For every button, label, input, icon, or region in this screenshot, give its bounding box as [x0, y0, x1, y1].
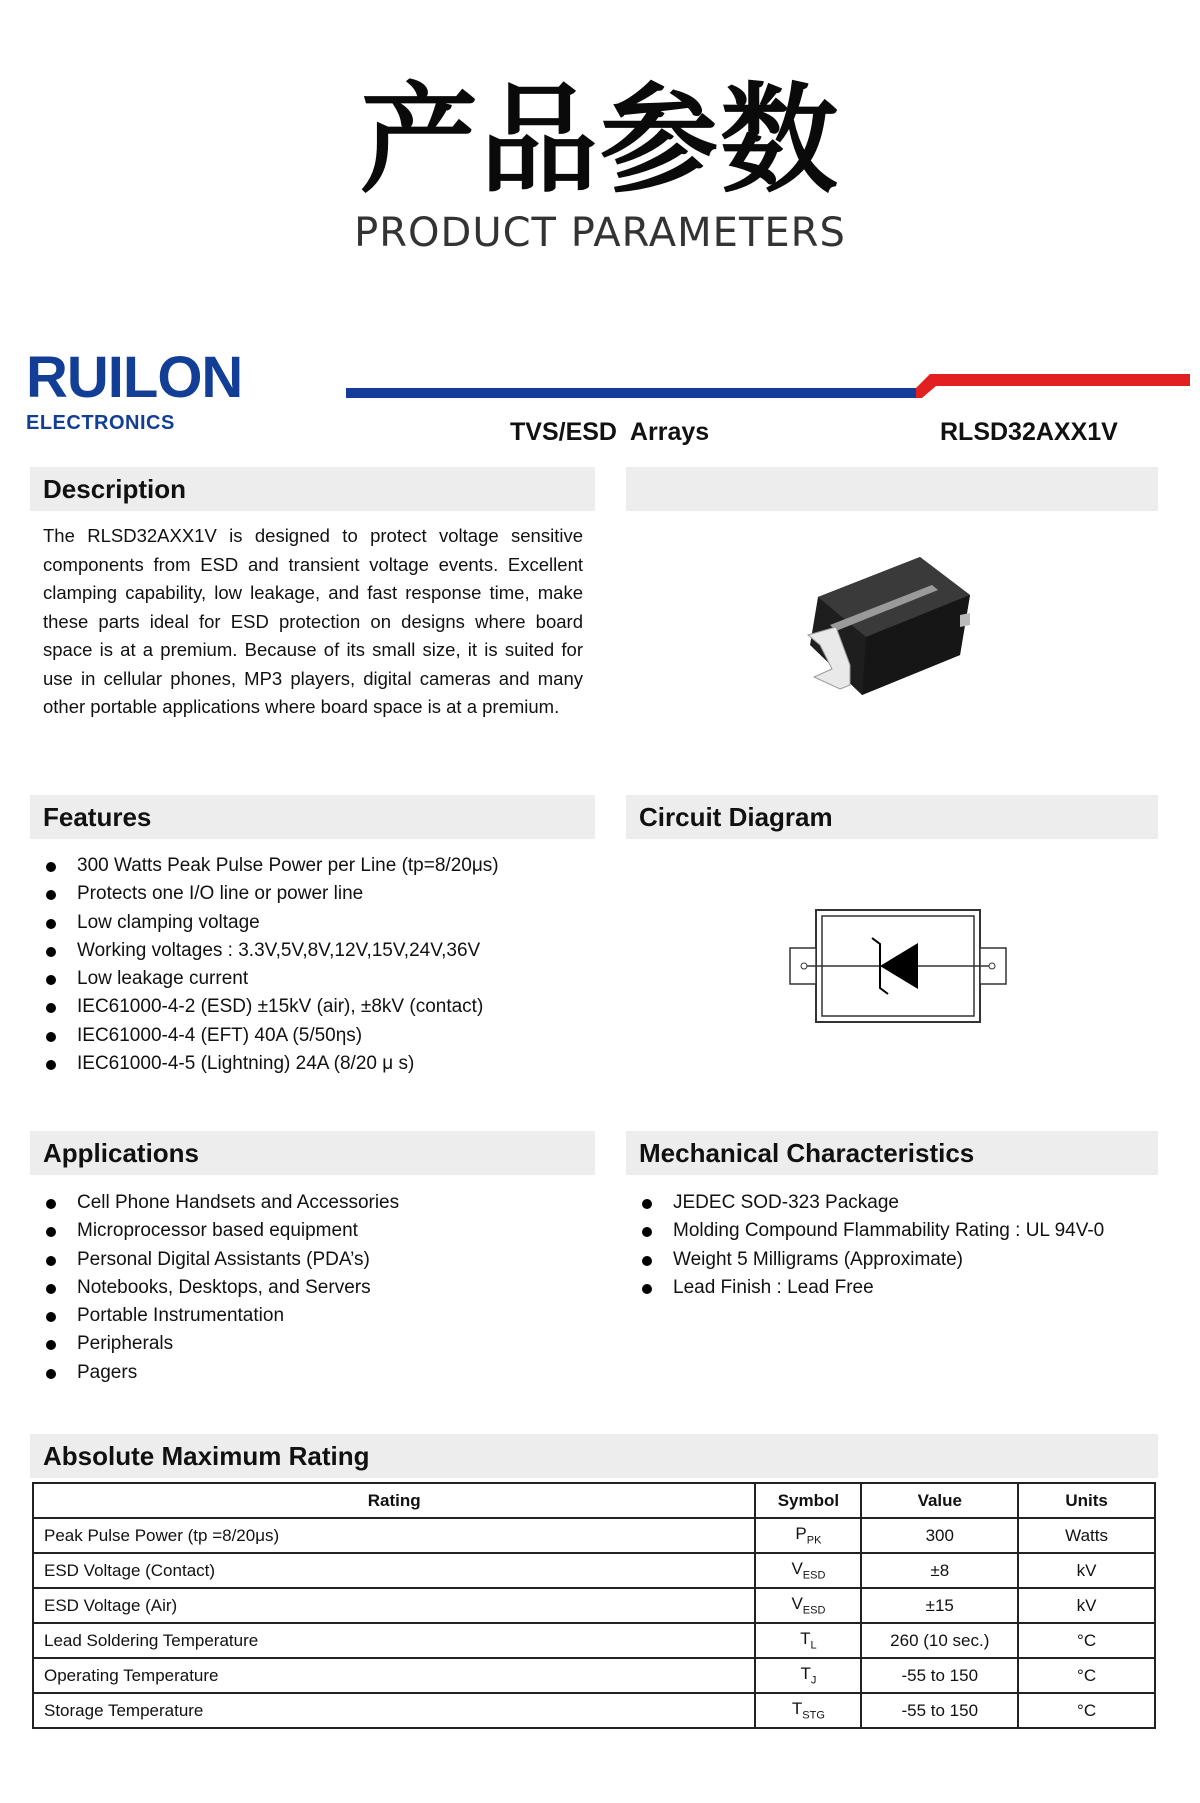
brand-logo — [26, 345, 243, 435]
list-item: Low clamping voltage — [44, 909, 499, 937]
rating-cell: ESD Voltage (Contact) — [33, 1553, 755, 1588]
units-cell: kV — [1018, 1588, 1155, 1623]
page-title-english: PRODUCT PARAMETERS — [354, 210, 846, 256]
list-item: Lead Finish : Lead Free — [640, 1274, 1104, 1302]
amr-table — [32, 1482, 1156, 1729]
list-item: Notebooks, Desktops, and Servers — [44, 1274, 399, 1302]
units-cell: Watts — [1018, 1518, 1155, 1553]
features-heading: Features — [30, 795, 595, 839]
column-header-symbol: Symbol — [755, 1483, 861, 1518]
rating-cell: Storage Temperature — [33, 1693, 755, 1728]
rating-cell: Operating Temperature — [33, 1658, 755, 1693]
value-cell: ±15 — [861, 1588, 1018, 1623]
list-item: Molding Compound Flammability Rating : UL 94V-0 — [640, 1217, 1104, 1245]
table-row — [33, 1693, 1155, 1728]
header-rule-red — [930, 374, 1190, 386]
document-type: TVS/ESD Arrays — [510, 418, 710, 446]
symbol-cell: $T_L$ — [755, 1623, 861, 1658]
column-header-value: Value — [861, 1483, 1018, 1518]
symbol-cell: $V_{ESD}$ — [755, 1588, 861, 1623]
symbol-cell: $P_{PK}$ — [755, 1518, 861, 1553]
brand-subtitle: ELECTRONICS — [26, 412, 175, 434]
amr-heading: Absolute Maximum Rating — [30, 1434, 1158, 1478]
list-item: IEC61000-4-2 (ESD) ±15kV (air), ±8kV (contact) — [44, 993, 499, 1021]
table-row — [33, 1623, 1155, 1658]
value-cell: 260 (10 sec.) — [861, 1623, 1018, 1658]
header-rule-blue — [346, 388, 916, 398]
table-row — [33, 1588, 1155, 1623]
applications-heading: Applications — [30, 1131, 595, 1175]
rating-cell: Peak Pulse Power (tp =8/20μs) — [33, 1518, 755, 1553]
features-list — [44, 852, 499, 1078]
list-item: Portable Instrumentation — [44, 1302, 399, 1330]
circuit-heading: Circuit Diagram — [626, 795, 1158, 839]
symbol-cell: $T_J$ — [755, 1658, 861, 1693]
brand-name: RUILON — [26, 345, 243, 410]
units-cell: °C — [1018, 1693, 1155, 1728]
list-item: Protects one I/O line or power line — [44, 880, 499, 908]
image-heading — [626, 467, 1158, 511]
mechanical-list — [640, 1189, 1104, 1302]
list-item: Peripherals — [44, 1330, 399, 1358]
list-item: Personal Digital Assistants (PDA’s) — [44, 1246, 399, 1274]
page-title-chinese: 产品参数 — [359, 71, 840, 209]
table-header-row — [33, 1483, 1155, 1518]
table-row — [33, 1658, 1155, 1693]
circuit-diagram — [788, 908, 1008, 1028]
symbol-cell: $T_{STG}$ — [755, 1693, 861, 1728]
value-cell: ±8 — [861, 1553, 1018, 1588]
units-cell: °C — [1018, 1623, 1155, 1658]
value-cell: -55 to 150 — [861, 1693, 1018, 1728]
list-item: Weight 5 Milligrams (Approximate) — [640, 1246, 1104, 1274]
list-item: Microprocessor based equipment — [44, 1217, 399, 1245]
list-item: Pagers — [44, 1359, 399, 1387]
list-item: IEC61000-4-5 (Lightning) 24A (8/20 μ s) — [44, 1050, 499, 1078]
symbol-cell: $V_{ESD}$ — [755, 1553, 861, 1588]
units-cell: °C — [1018, 1658, 1155, 1693]
table-row — [33, 1518, 1155, 1553]
units-cell: kV — [1018, 1553, 1155, 1588]
list-item: Cell Phone Handsets and Accessories — [44, 1189, 399, 1217]
value-cell: 300 — [861, 1518, 1018, 1553]
rating-cell: ESD Voltage (Air) — [33, 1588, 755, 1623]
list-item: IEC61000-4-4 (EFT) 40A (5/50ηs) — [44, 1022, 499, 1050]
part-number: RLSD32AXX1V — [940, 418, 1118, 446]
list-item: Low leakage current — [44, 965, 499, 993]
list-item: Working voltages : 3.3V,5V,8V,12V,15V,24V,36V — [44, 937, 499, 965]
value-cell: -55 to 150 — [861, 1658, 1018, 1693]
rating-cell: Lead Soldering Temperature — [33, 1623, 755, 1658]
list-item: JEDEC SOD-323 Package — [640, 1189, 1104, 1217]
column-header-rating: Rating — [33, 1483, 755, 1518]
table-row — [33, 1553, 1155, 1588]
list-item: 300 Watts Peak Pulse Power per Line (tp=8/20μs) — [44, 852, 499, 880]
description-text: The RLSD32AXX1V is designed to protect voltage sensitive components from ESD and transient voltage events. Excellent clamping capability, low leakage, and fast response time, make these parts ideal for ESD protection on designs where board space is at a premium. Because of its small size, it is suited for use in cellular phones, MP3 players, digital cameras and many other portable applications where board space is at a premium. — [43, 525, 583, 717]
column-header-units: Units — [1018, 1483, 1155, 1518]
applications-list — [44, 1189, 399, 1387]
package-image — [800, 545, 980, 695]
mechanical-heading: Mechanical Characteristics — [626, 1131, 1158, 1175]
description-heading: Description — [30, 467, 595, 511]
